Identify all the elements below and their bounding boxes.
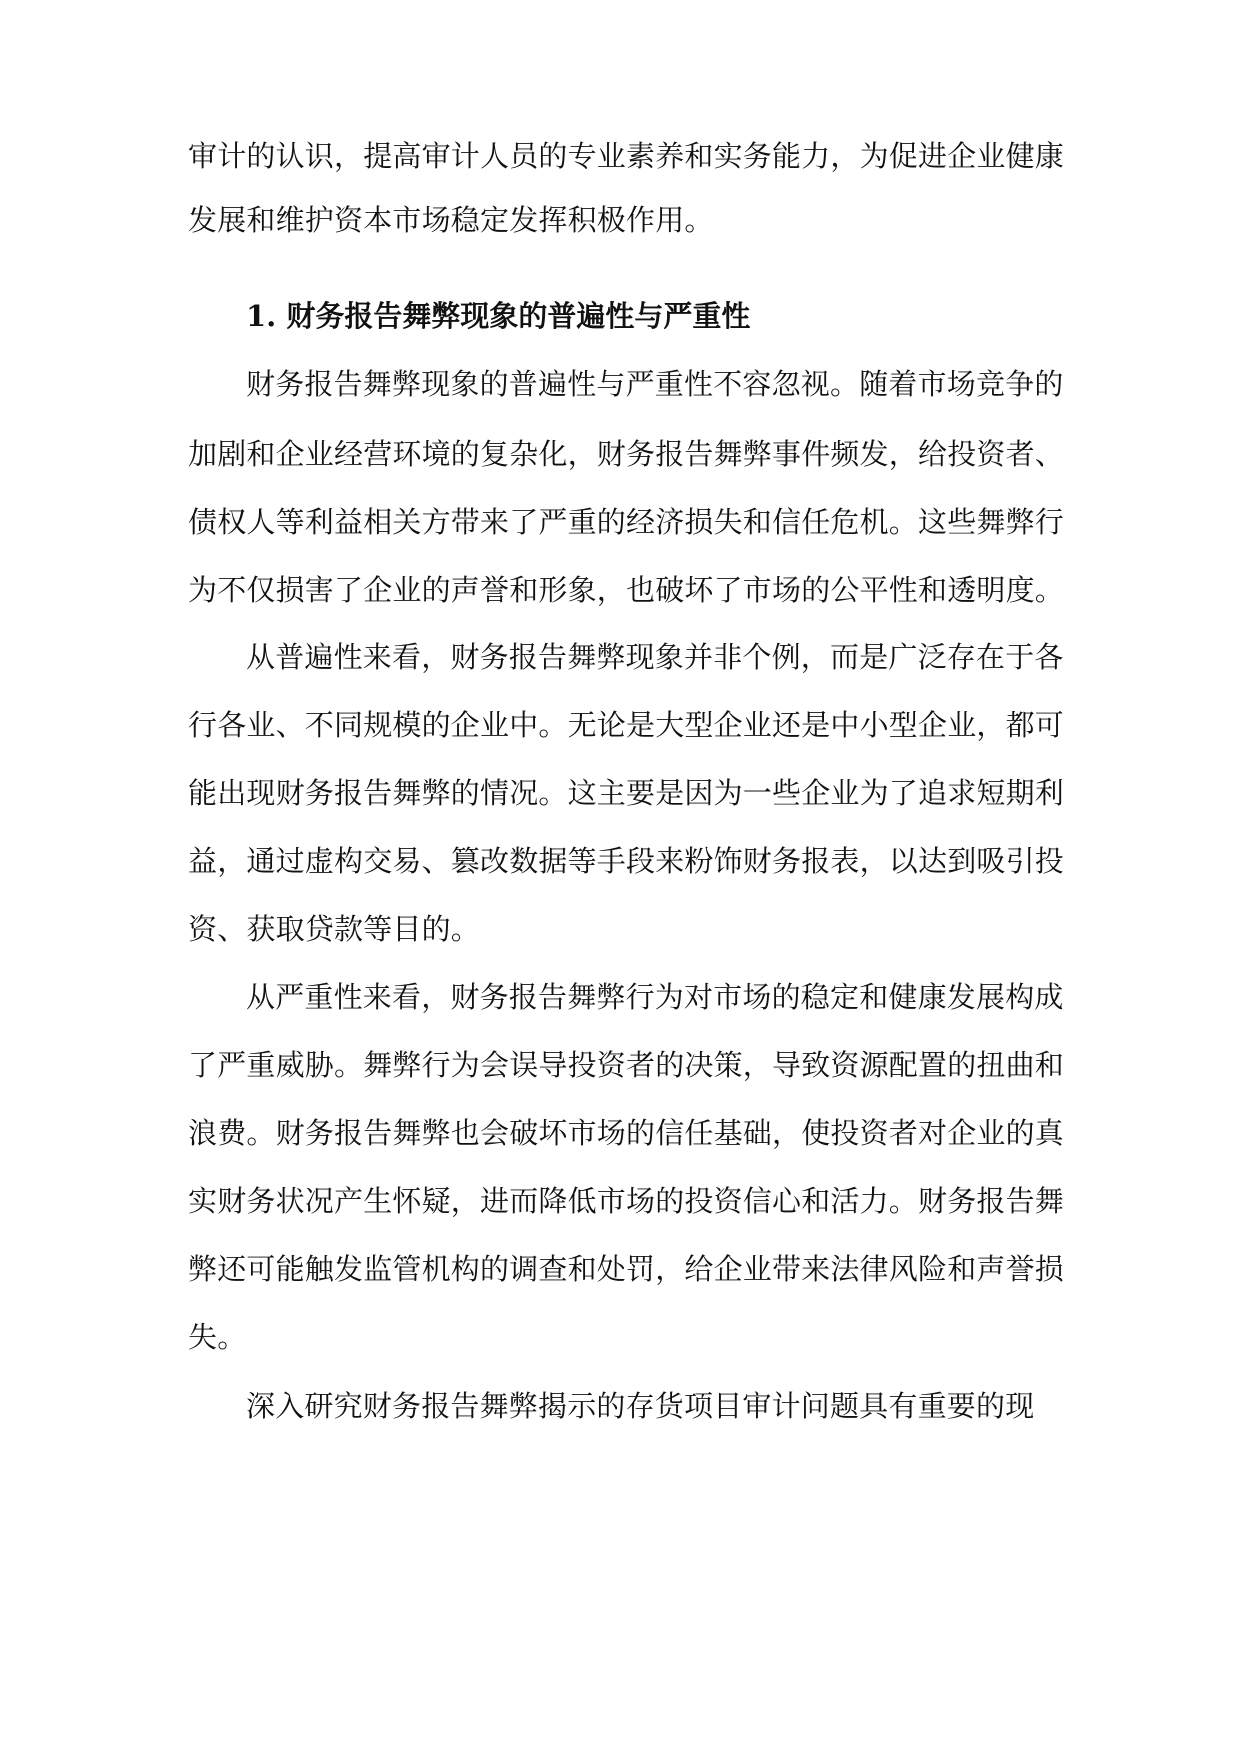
paragraph-2-line-4: 益，通过虚构交易、篡改数据等手段来粉饰财务报表，以达到吸引投 xyxy=(188,844,1065,878)
paragraph-3-line-1: 从严重性来看，财务报告舞弊行为对市场的稳定和健康发展构成 xyxy=(246,980,1064,1014)
section-heading: 1. 财务报告舞弊现象的普遍性与严重性 xyxy=(246,299,751,333)
paragraph-2-line-3: 能出现财务报告舞弊的情况。这主要是因为一些企业为了追求短期利 xyxy=(188,776,1065,810)
intro-line-2: 发展和维护资本市场稳定发挥积极作用。 xyxy=(188,203,714,237)
paragraph-2-line-1: 从普遍性来看，财务报告舞弊现象并非个例，而是广泛存在于各 xyxy=(246,640,1064,674)
paragraph-3-line-4: 实财务状况产生怀疑，进而降低市场的投资信心和活力。财务报告舞 xyxy=(188,1184,1065,1218)
intro-line-1: 审计的认识，提高审计人员的专业素养和实务能力，为促进企业健康 xyxy=(188,139,1065,173)
paragraph-1-line-3: 债权人等利益相关方带来了严重的经济损失和信任危机。这些舞弊行 xyxy=(188,505,1065,539)
paragraph-3-line-5: 弊还可能触发监管机构的调查和处罚，给企业带来法律风险和声誉损 xyxy=(188,1252,1065,1286)
paragraph-2-line-2: 行各业、不同规模的企业中。无论是大型企业还是中小型企业，都可 xyxy=(188,708,1065,742)
paragraph-2-line-5: 资、获取贷款等目的。 xyxy=(188,912,481,946)
paragraph-3-line-6: 失。 xyxy=(188,1320,247,1354)
paragraph-4-line-1: 深入研究财务报告舞弊揭示的存货项目审计问题具有重要的现 xyxy=(246,1389,1035,1423)
paragraph-3-line-2: 了严重威胁。舞弊行为会误导投资者的决策，导致资源配置的扭曲和 xyxy=(188,1048,1065,1082)
paragraph-1-line-1: 财务报告舞弊现象的普遍性与严重性不容忽视。随着市场竞争的 xyxy=(246,367,1064,401)
paragraph-3-line-3: 浪费。财务报告舞弊也会破坏市场的信任基础，使投资者对企业的真 xyxy=(188,1116,1065,1150)
paragraph-1-line-2: 加剧和企业经营环境的复杂化，财务报告舞弊事件频发，给投资者、 xyxy=(188,437,1065,471)
paragraph-1-line-4: 为不仅损害了企业的声誉和形象，也破坏了市场的公平性和透明度。 xyxy=(188,573,1065,607)
